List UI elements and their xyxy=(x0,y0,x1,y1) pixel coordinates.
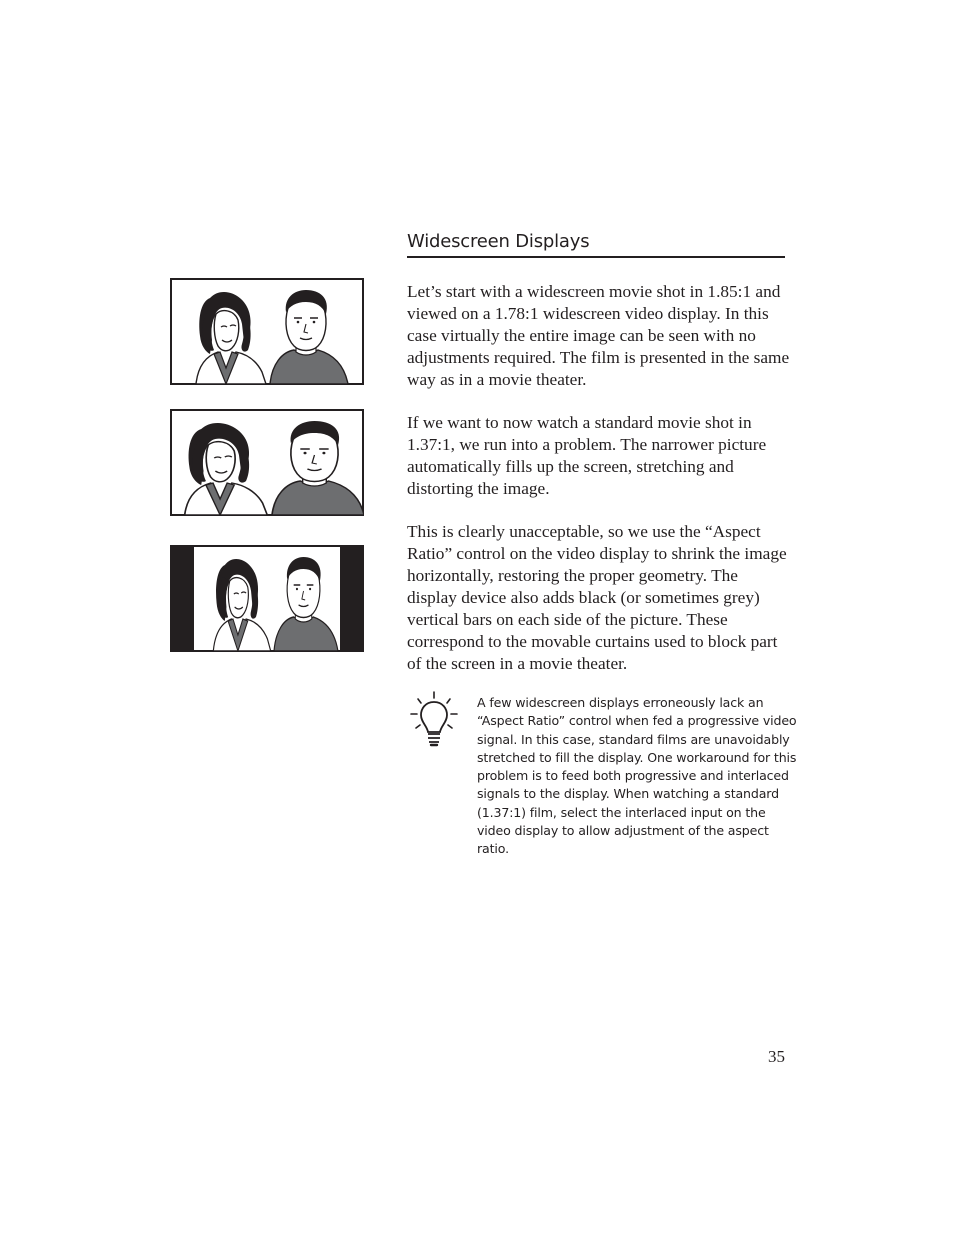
paragraph-2: If we want to now watch a standard movie shot in 1.37:1, we run into a problem. The narrower picture automatically fills up the screen, stretching and distorting the image. xyxy=(407,413,767,498)
illustration-widescreen xyxy=(170,278,364,385)
lightbulb-icon xyxy=(408,690,460,750)
page-number: 35 xyxy=(768,1047,785,1066)
paragraph-3: This is clearly unacceptable, so we use the “Aspect Ratio” control on the video display to shrink the image horizontally, restoring the proper geometry. The display device also adds black (or sometimes grey) vertical bars on each side of the picture. These correspond to the movable curtains used to block part of the screen in a movie theater. xyxy=(407,522,787,673)
paragraph-1: Let’s start with a widescreen movie shot in 1.85:1 and viewed on a 1.78:1 widescreen video display. In this case virtually the entire image can be seen with no adjustments required. The film is presented in the same way as in a movie theater. xyxy=(407,282,790,389)
illustration-pillarboxed xyxy=(170,545,364,652)
section-heading: Widescreen Displays xyxy=(407,230,785,258)
illustration-stretched xyxy=(170,409,364,516)
tip-text: A few widescreen displays erroneously lack an “Aspect Ratio” control when fed a progressive video signal. In this case, standard films are unavoidably stretched to fill the display. One workaround for this problem is to feed both progressive and interlaced signals to the display. When watching a standard (1.37:1) film, select the interlaced input on the video display to allow adjustment of the aspect ratio. xyxy=(477,695,797,857)
